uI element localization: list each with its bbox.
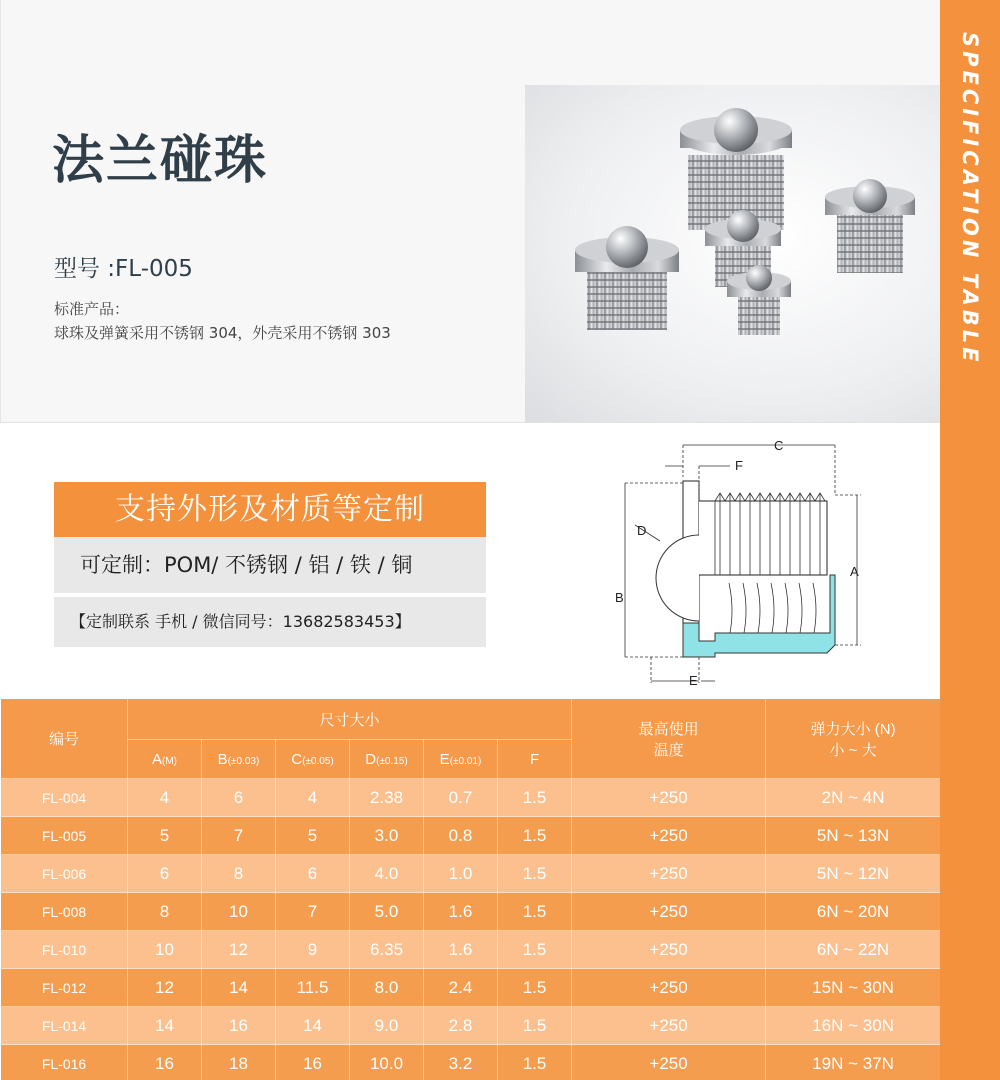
cell-a: 4 xyxy=(128,779,202,817)
small-plunger xyxy=(727,265,791,335)
cell-e: 1.6 xyxy=(424,893,498,931)
cell-f: 1.5 xyxy=(498,779,572,817)
cell-d: 2.38 xyxy=(350,779,424,817)
cell-f: 1.5 xyxy=(498,1007,572,1045)
dim-tolerance: (±0.03) xyxy=(227,755,260,767)
cell-a: 16 xyxy=(128,1045,202,1080)
header-max-temp-line2: 温度 xyxy=(653,741,684,759)
cell-temp: +250 xyxy=(572,817,766,855)
cell-force: 16N ~ 30N xyxy=(766,1007,941,1045)
cell-code: FL-012 xyxy=(1,969,128,1007)
dim-tolerance: (±0.15) xyxy=(376,755,408,767)
cell-a: 14 xyxy=(128,1007,202,1045)
header-dim-f xyxy=(498,740,572,779)
side-band xyxy=(940,0,1000,1080)
cell-c: 5 xyxy=(276,817,350,855)
cell-b: 16 xyxy=(202,1007,276,1045)
standard-label: 标准产品： xyxy=(54,300,130,318)
cell-b: 7 xyxy=(202,817,276,855)
cell-c: 6 xyxy=(276,855,350,893)
product-model: 型号 :FL-005 xyxy=(54,256,193,282)
cell-f: 1.5 xyxy=(498,1045,572,1080)
cell-f: 1.5 xyxy=(498,893,572,931)
cell-d: 4.0 xyxy=(350,855,424,893)
cell-c: 16 xyxy=(276,1045,350,1080)
dim-name: F xyxy=(529,750,540,768)
cell-f: 1.5 xyxy=(498,855,572,893)
product-photo xyxy=(525,85,940,422)
cell-a: 12 xyxy=(128,969,202,1007)
section-divider xyxy=(0,422,940,423)
table-row xyxy=(1,817,941,855)
cell-c: 11.5 xyxy=(276,969,350,1007)
header-size-group: 尺寸大小 xyxy=(128,699,572,740)
cell-temp: +250 xyxy=(572,969,766,1007)
cell-b: 12 xyxy=(202,931,276,969)
cell-b: 14 xyxy=(202,969,276,1007)
cell-temp: +250 xyxy=(572,1007,766,1045)
header-code: 编号 xyxy=(1,699,128,779)
customization-contact: 【定制联系 手机 / 微信同号：13682583453】 xyxy=(54,597,486,647)
cell-d: 6.35 xyxy=(350,931,424,969)
cell-e: 1.6 xyxy=(424,931,498,969)
cell-a: 5 xyxy=(128,817,202,855)
cell-b: 6 xyxy=(202,779,276,817)
label-a: A xyxy=(850,564,859,579)
cell-f: 1.5 xyxy=(498,969,572,1007)
cell-force: 5N ~ 13N xyxy=(766,817,941,855)
cell-a: 6 xyxy=(128,855,202,893)
cell-e: 0.8 xyxy=(424,817,498,855)
table-row xyxy=(1,1045,941,1080)
side-band-title: SPECIFICATION TABLE xyxy=(958,32,982,366)
table-body xyxy=(1,779,941,1080)
cell-temp: +250 xyxy=(572,893,766,931)
customization-banner: 支持外形及材质等定制 xyxy=(54,482,486,537)
cell-e: 1.0 xyxy=(424,855,498,893)
product-title: 法兰碰珠 xyxy=(52,131,269,191)
cell-c: 14 xyxy=(276,1007,350,1045)
dim-tolerance: (±0.05) xyxy=(302,755,334,767)
table-row xyxy=(1,969,941,1007)
header-spring-force-line2: 小 ~ 大 xyxy=(829,741,877,759)
dim-tolerance: (M) xyxy=(162,755,177,767)
cell-f: 1.5 xyxy=(498,931,572,969)
label-e: E xyxy=(689,673,698,688)
cell-c: 4 xyxy=(276,779,350,817)
cell-e: 3.2 xyxy=(424,1045,498,1080)
cell-code: FL-014 xyxy=(1,1007,128,1045)
cell-force: 15N ~ 30N xyxy=(766,969,941,1007)
header-spring-force xyxy=(766,699,941,779)
label-b: B xyxy=(615,590,624,605)
table-row xyxy=(1,931,941,969)
cell-code: FL-016 xyxy=(1,1045,128,1080)
label-f: F xyxy=(735,458,743,473)
specification-table xyxy=(0,698,941,1080)
left-plunger xyxy=(575,226,679,330)
cell-f: 1.5 xyxy=(498,817,572,855)
cell-temp: +250 xyxy=(572,855,766,893)
header-max-temp-line1: 最高使用 xyxy=(638,720,699,738)
customizable-materials: 可定制：POM/ 不锈钢 / 铝 / 铁 / 铜 xyxy=(54,537,486,593)
cell-b: 18 xyxy=(202,1045,276,1080)
dimension-diagram xyxy=(605,433,885,688)
cell-force: 6N ~ 20N xyxy=(766,893,941,931)
header-dim-d xyxy=(350,740,424,779)
dim-name: A xyxy=(151,750,162,768)
cell-code: FL-010 xyxy=(1,931,128,969)
cell-force: 5N ~ 12N xyxy=(766,855,941,893)
table-row xyxy=(1,1007,941,1045)
cell-e: 2.8 xyxy=(424,1007,498,1045)
cell-c: 9 xyxy=(276,931,350,969)
cell-force: 6N ~ 22N xyxy=(766,931,941,969)
cell-temp: +250 xyxy=(572,1045,766,1080)
header-spring-force-line1: 弹力大小 (N) xyxy=(810,720,896,738)
dim-name: D xyxy=(365,750,377,768)
cell-d: 8.0 xyxy=(350,969,424,1007)
cell-d: 5.0 xyxy=(350,893,424,931)
cell-d: 3.0 xyxy=(350,817,424,855)
cell-force: 19N ~ 37N xyxy=(766,1045,941,1080)
standard-text: 球珠及弹簧采用不锈钢 304，外壳采用不锈钢 303 xyxy=(54,324,391,342)
cell-d: 10.0 xyxy=(350,1045,424,1080)
header-dim-c xyxy=(276,740,350,779)
cell-a: 10 xyxy=(128,931,202,969)
cell-temp: +250 xyxy=(572,931,766,969)
dim-tolerance: (±0.01) xyxy=(449,755,482,767)
cell-b: 10 xyxy=(202,893,276,931)
dim-name: B xyxy=(217,750,228,768)
table-row xyxy=(1,779,941,817)
cell-temp: +250 xyxy=(572,779,766,817)
cell-d: 9.0 xyxy=(350,1007,424,1045)
cell-code: FL-005 xyxy=(1,817,128,855)
cell-b: 8 xyxy=(202,855,276,893)
table-row xyxy=(1,855,941,893)
header-max-temp xyxy=(572,699,766,779)
cell-code: FL-008 xyxy=(1,893,128,931)
header-dim-a xyxy=(128,740,202,779)
dim-name: C xyxy=(291,750,303,768)
label-c: C xyxy=(774,438,784,453)
cell-force: 2N ~ 4N xyxy=(766,779,941,817)
cell-c: 7 xyxy=(276,893,350,931)
header-dim-e xyxy=(424,740,498,779)
dim-name: E xyxy=(439,750,450,768)
table-row xyxy=(1,893,941,931)
cell-code: FL-006 xyxy=(1,855,128,893)
cell-e: 2.4 xyxy=(424,969,498,1007)
header-dim-b xyxy=(202,740,276,779)
cell-a: 8 xyxy=(128,893,202,931)
label-d: D xyxy=(637,523,647,538)
right-plunger xyxy=(825,179,915,273)
cell-code: FL-004 xyxy=(1,779,128,817)
cell-e: 0.7 xyxy=(424,779,498,817)
